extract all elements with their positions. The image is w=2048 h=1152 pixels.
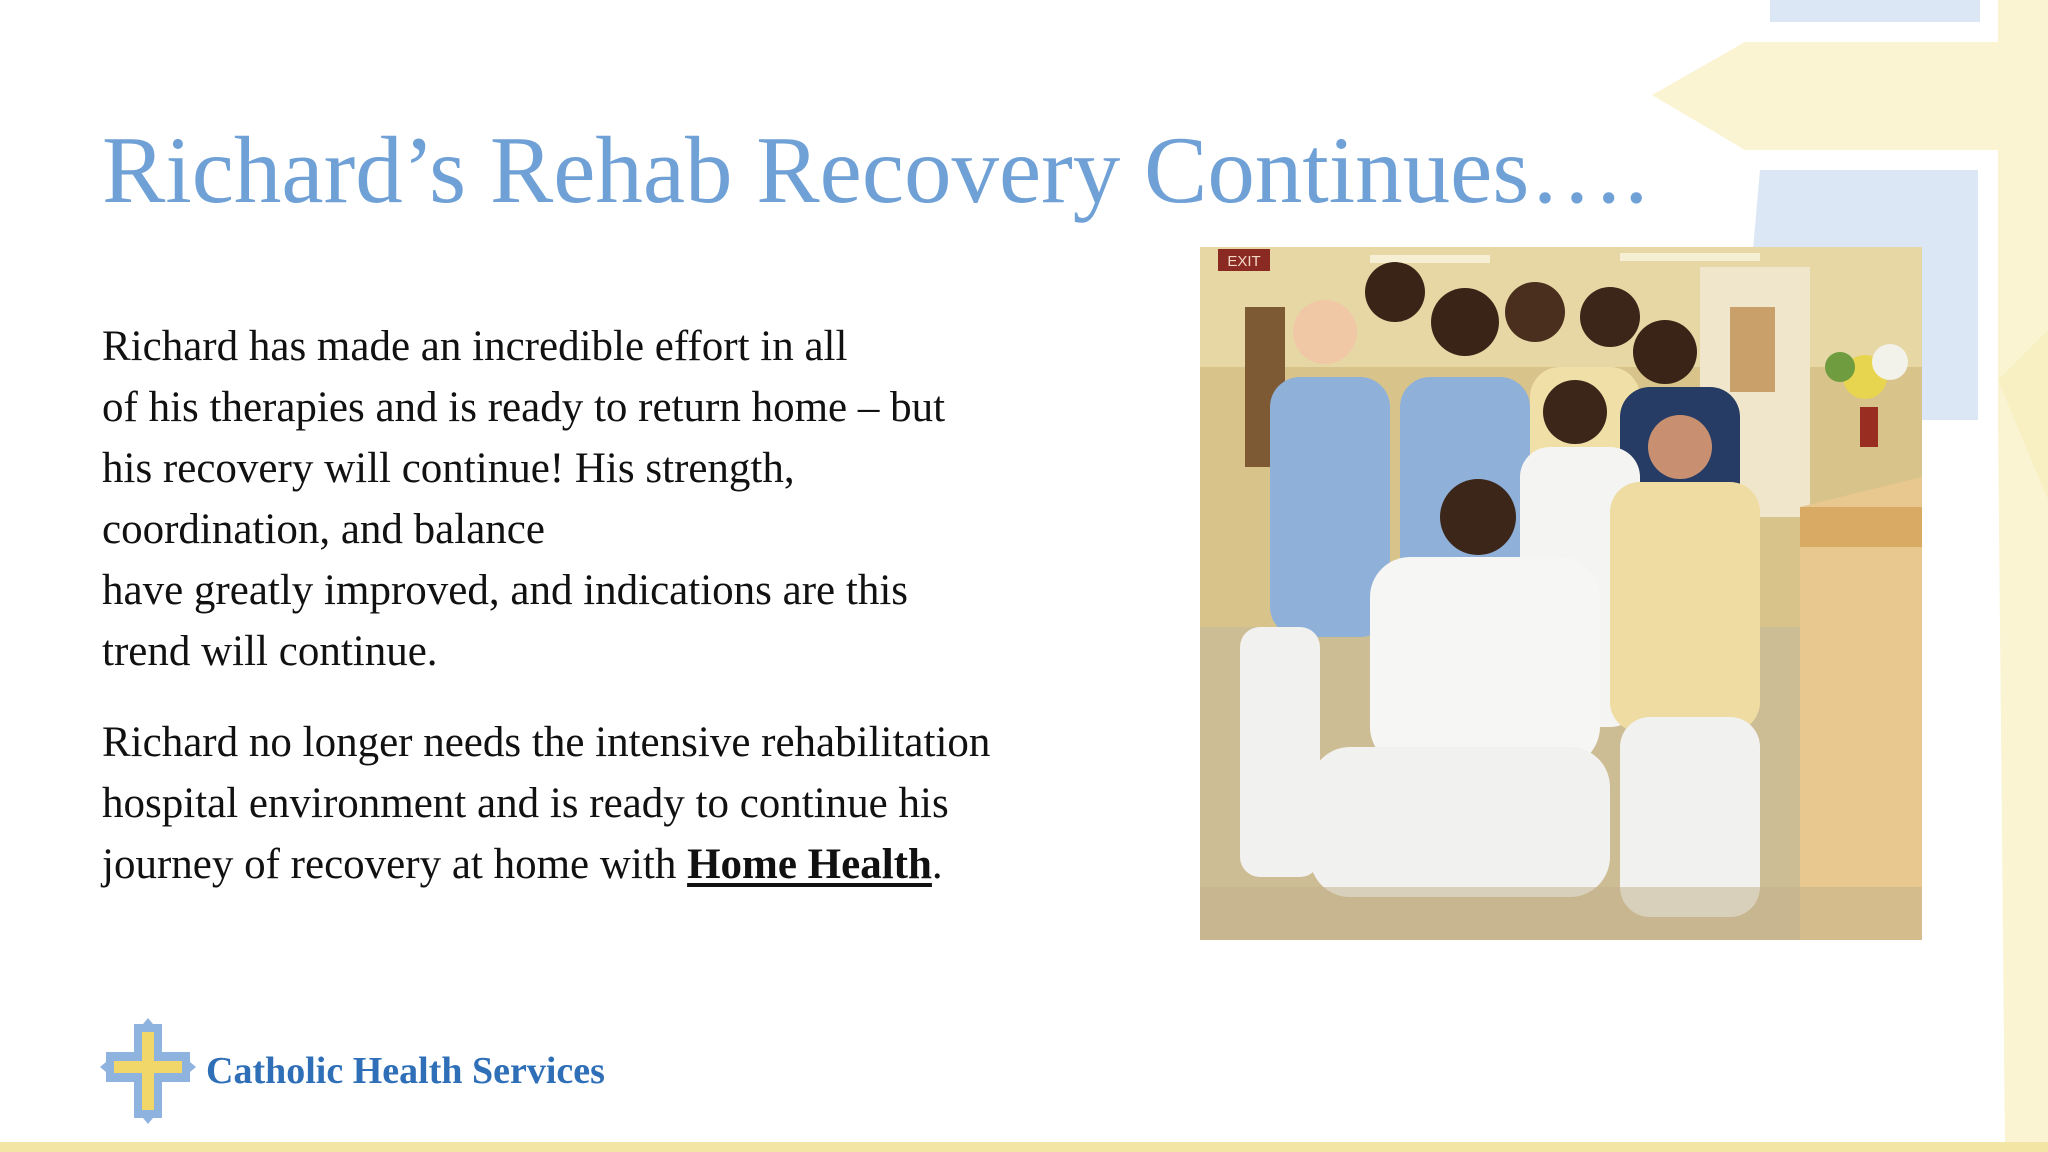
paragraph-2-line: Richard no longer needs the intensive rehabilitation bbox=[102, 719, 991, 766]
logo-text: Catholic Health Services bbox=[206, 1050, 605, 1092]
paragraph-1-line: have greatly improved, and indications are this bbox=[102, 567, 908, 614]
bottom-accent-bar bbox=[0, 1142, 2048, 1152]
slide-title: Richard’s Rehab Recovery Continues…. bbox=[102, 117, 1649, 223]
paragraph-1 bbox=[102, 316, 1182, 682]
paragraph-2-line: hospital environment and is ready to continue his bbox=[102, 780, 949, 827]
body-text bbox=[102, 316, 1182, 895]
paragraph-1-line: of his therapies and is ready to return home – but bbox=[102, 384, 946, 431]
paragraph-2 bbox=[102, 712, 1182, 895]
paragraph-1-line: trend will continue. bbox=[102, 628, 438, 675]
group-photo-icon bbox=[1200, 247, 1922, 940]
catholic-health-services-logo bbox=[100, 1018, 605, 1124]
cross-logo-icon bbox=[100, 1018, 196, 1124]
exit-sign-text: EXIT bbox=[1227, 253, 1261, 270]
paragraph-2-last-line bbox=[102, 834, 1182, 895]
paragraph-1-line: Richard has made an incredible effort in all bbox=[102, 323, 848, 370]
home-health-link[interactable]: Home Health bbox=[687, 841, 932, 888]
paragraph-2-line-prefix: journey of recovery at home with bbox=[102, 841, 688, 888]
paragraph-1-line: coordination, and balance bbox=[102, 506, 545, 553]
paragraph-2-line-suffix: . bbox=[931, 841, 943, 888]
staff-group-photo bbox=[1200, 247, 1922, 940]
paragraph-1-line: his recovery will continue! His strength, bbox=[102, 445, 795, 492]
